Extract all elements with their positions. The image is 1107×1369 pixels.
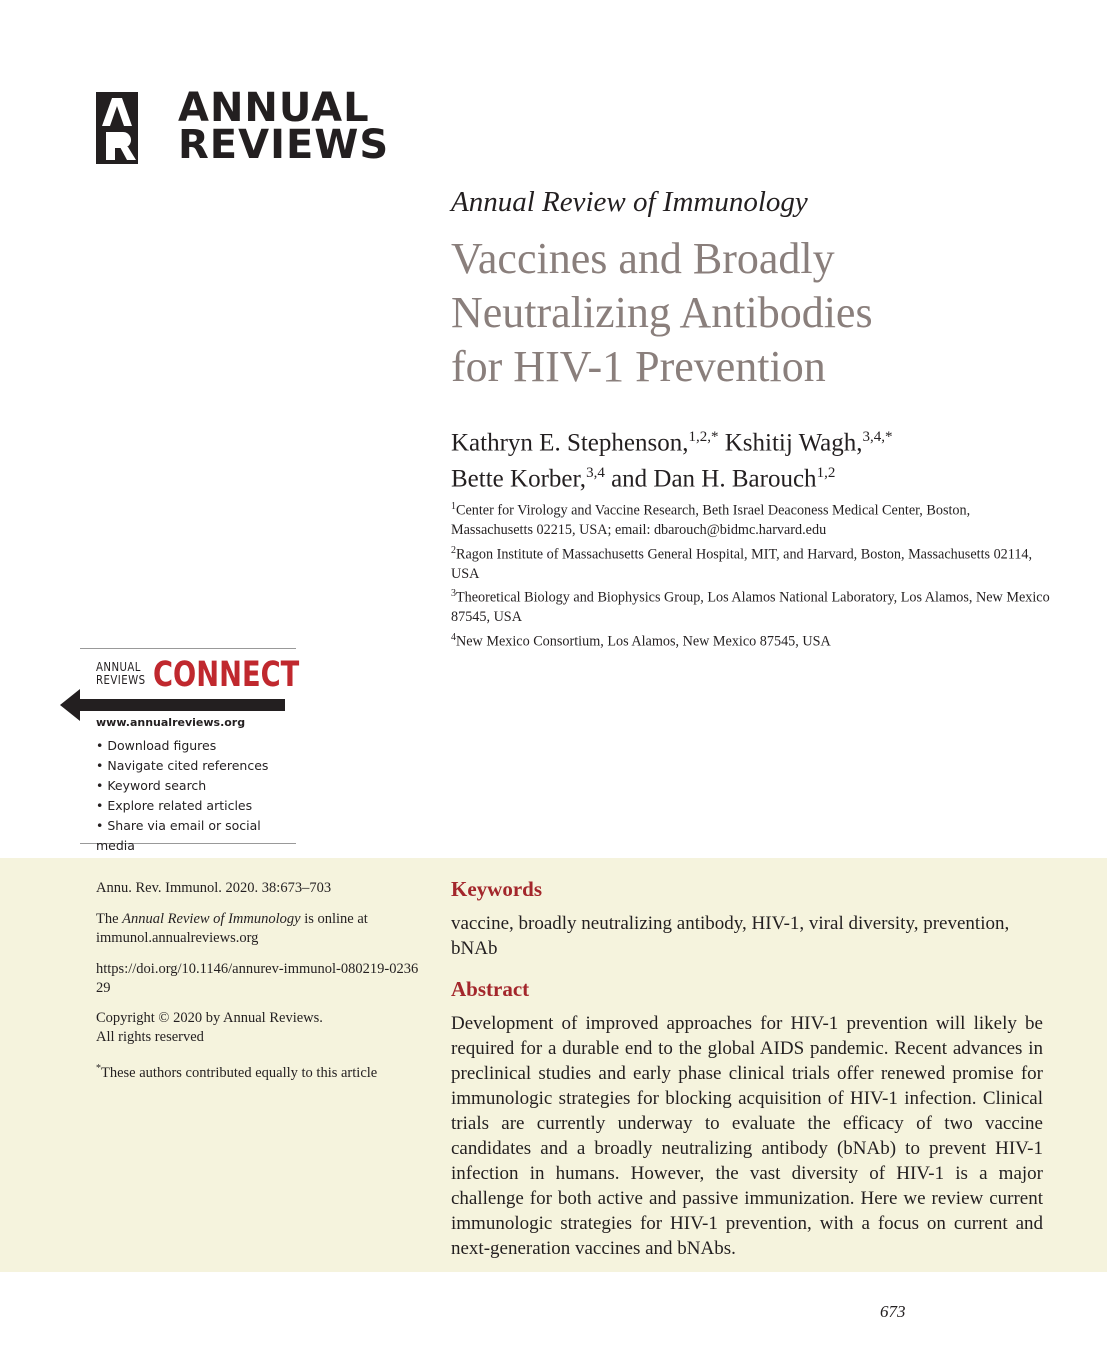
- keywords-heading: Keywords: [451, 877, 542, 901]
- author-sup: 3,4,*: [862, 429, 893, 445]
- logo-line-reviews: REVIEWS: [178, 122, 390, 168]
- online-suffix: is online at immunol.annualreviews.org: [96, 911, 368, 946]
- list-item: • Keyword search: [96, 778, 207, 793]
- author-name: Bette Korber,: [451, 465, 587, 493]
- affiliation-text: Center for Virology and Vaccine Research, Beth Israel Deaconess Medical Center, Boston, Massachusetts 02215, USA; email: dbarouch@bidmc.harvard.edu: [451, 502, 971, 538]
- keywords-text: vaccine, broadly neutralizing antibody, HIV-1, viral diversity, prevention, bNAb: [451, 913, 1010, 959]
- online-note: [96, 910, 426, 948]
- article-title: [451, 232, 1051, 394]
- logo-line-annual: ANNUAL: [178, 85, 370, 131]
- abstract-text: Development of improved approaches for HIV-1 prevention will likely be required for a durable end to the global AIDS pandemic. Recent advances in preclinical studies and early phase clinical trials offer renewed promise for immunologic strategies for blocking acquisition of HIV-1 infection. Clinical trials are currently underway to evaluate the efficacy of two vaccine candidates and a broadly neutralizing antibody (bNAb) to prevent HIV-1 infection in humans. However, the vast diversity of HIV-1 is a major challenge for both active and passive immunization. Here we review current immunologic strategies for HIV-1 prevention, with a focus on current and next-generation vaccines and bNAbs.: [451, 1013, 1043, 1259]
- list-item: • Explore related articles: [96, 798, 253, 813]
- title-line: Neutralizing Antibodies: [451, 288, 873, 337]
- connect-url[interactable]: www.annualreviews.org: [96, 716, 246, 729]
- author-sup: 1,2,*: [688, 429, 719, 445]
- title-line: for HIV-1 Prevention: [451, 342, 826, 391]
- affiliation: [451, 541, 1051, 584]
- affiliation-text: Ragon Institute of Massachusetts General Hospital, MIT, and Harvard, Boston, Massachusetts 02114, USA: [451, 546, 1033, 582]
- author-name: Kathryn E. Stephenson,: [451, 429, 689, 457]
- connect-feature-list: [96, 736, 296, 856]
- list-item: • Download figures: [96, 738, 217, 753]
- affiliation-sup: 1: [451, 501, 456, 512]
- annual-reviews-logo: [96, 85, 390, 168]
- ar-monogram-icon: [96, 92, 138, 164]
- affiliation: [451, 497, 1051, 540]
- affiliation-sup: 3: [451, 588, 456, 599]
- footnote-text: These authors contributed equally to this article: [101, 1064, 378, 1081]
- connect-box: [80, 648, 300, 853]
- affiliation: [451, 584, 1051, 627]
- connect-brand-line: ANNUAL: [96, 660, 141, 674]
- list-item: • Navigate cited references: [96, 758, 269, 773]
- doi-link[interactable]: https://doi.org/10.1146/annurev-immunol-080219-023629: [96, 961, 419, 996]
- copyright: [96, 1009, 426, 1047]
- copyright-line: Copyright © 2020 by Annual Reviews.: [96, 1010, 323, 1026]
- equal-contribution-note: [96, 1059, 426, 1083]
- online-journal: Annual Review of Immunology: [122, 911, 301, 927]
- author-name: and Dan H. Barouch: [611, 465, 817, 493]
- connect-brand-line: REVIEWS: [96, 673, 146, 687]
- author-list: [451, 422, 1071, 495]
- affiliation: [451, 628, 1051, 652]
- rights-line: All rights reserved: [96, 1029, 204, 1045]
- connect-wordmark: CONNECT: [153, 655, 300, 695]
- affiliation-text: New Mexico Consortium, Los Alamos, New Mexico 87545, USA: [456, 633, 831, 650]
- affiliation-sup: 4: [451, 632, 456, 643]
- title-line: Vaccines and Broadly: [451, 234, 835, 283]
- journal-name: Annual Review of Immunology: [451, 186, 808, 218]
- author-name: Kshitij Wagh,: [724, 429, 863, 457]
- list-item: • Share via email or social media: [96, 818, 261, 853]
- author-sup: 1,2: [816, 465, 836, 482]
- online-prefix: The: [96, 911, 123, 927]
- abstract-heading: Abstract: [451, 977, 530, 1001]
- footnote-mark: *: [96, 1063, 101, 1074]
- affiliation-text: Theoretical Biology and Biophysics Group, Los Alamos National Laboratory, Los Alamos, New Mexico 87545, USA: [451, 589, 1050, 625]
- page-number: 673: [880, 1302, 906, 1321]
- affiliation-sup: 2: [451, 545, 456, 556]
- citation: Annu. Rev. Immunol. 2020. 38:673–703: [96, 880, 332, 896]
- author-sup: 3,4: [586, 465, 605, 482]
